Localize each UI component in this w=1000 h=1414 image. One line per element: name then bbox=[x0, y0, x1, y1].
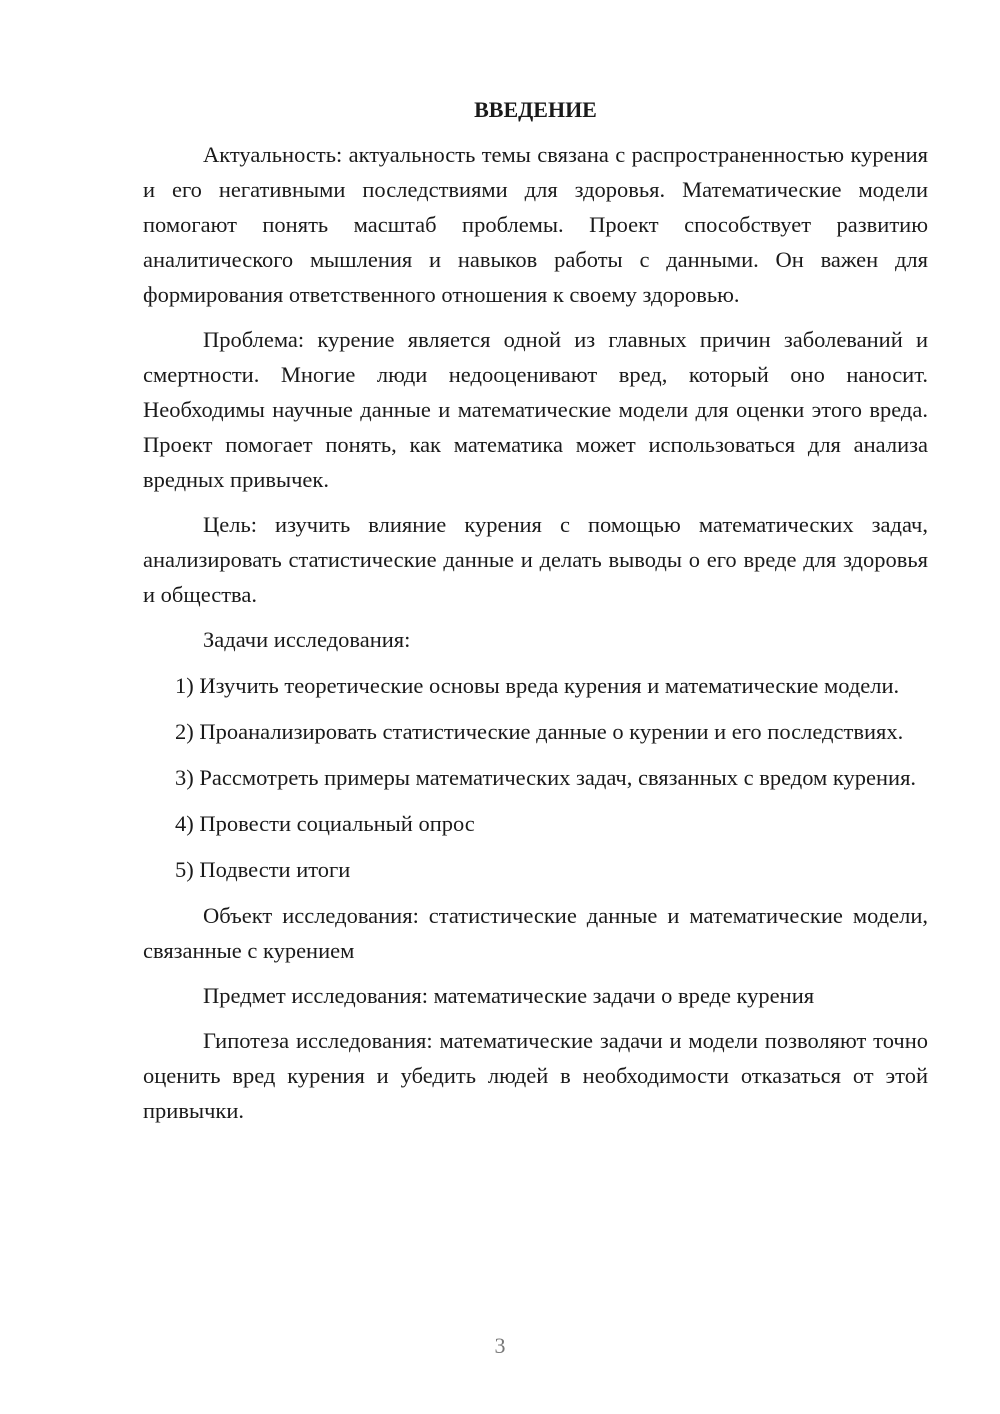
page-number: 3 bbox=[494, 1333, 506, 1358]
task-item-3: 3) Рассмотреть примеры математических задач, связанных с вредом курения. bbox=[175, 765, 917, 790]
paragraph-relevance: Актуальность: актуальность темы связана с распространенностью курения и его негативными последствиями для здоровья. Математические модели помогают понять масштаб проблемы. Проект способствует развитию аналитического мышления и навыков работы с данными. Он важен для формирования ответственного отношения к своему здоровью. bbox=[143, 142, 928, 307]
paragraph-object: Объект исследования: статистические данные и математические модели, связанные с курением bbox=[143, 903, 928, 963]
task-item-4: 4) Провести социальный опрос bbox=[175, 811, 475, 836]
task-item-2: 2) Проанализировать статистические данные о курении и его последствиях. bbox=[175, 719, 904, 744]
paragraph-subject: Предмет исследования: математические задачи о вреде курения bbox=[203, 983, 815, 1008]
task-item-5: 5) Подвести итоги bbox=[175, 857, 351, 882]
task-item-1: 1) Изучить теоретические основы вреда курения и математические модели. bbox=[175, 673, 900, 698]
paragraph-problem: Проблема: курение является одной из главных причин заболеваний и смертности. Многие люди недооценивают вред, который оно наносит. Необходимы научные данные и математические модели для оценки этого вреда. Проект помогает понять, как математика может использоваться для анализа вредных привычек. bbox=[143, 327, 928, 492]
paragraph-goal: Цель: изучить влияние курения с помощью математических задач, анализировать статистические данные и делать выводы о его вреде для здоровья и общества. bbox=[143, 512, 928, 607]
paragraph-hypothesis: Гипотеза исследования: математические задачи и модели позволяют точно оценить вред курения и убедить людей в необходимости отказаться от этой привычки. bbox=[143, 1028, 928, 1123]
paragraph-tasks-heading: Задачи исследования: bbox=[203, 627, 411, 652]
document-page bbox=[143, 92, 928, 1138]
section-title: ВВЕДЕНИЕ bbox=[474, 97, 597, 122]
